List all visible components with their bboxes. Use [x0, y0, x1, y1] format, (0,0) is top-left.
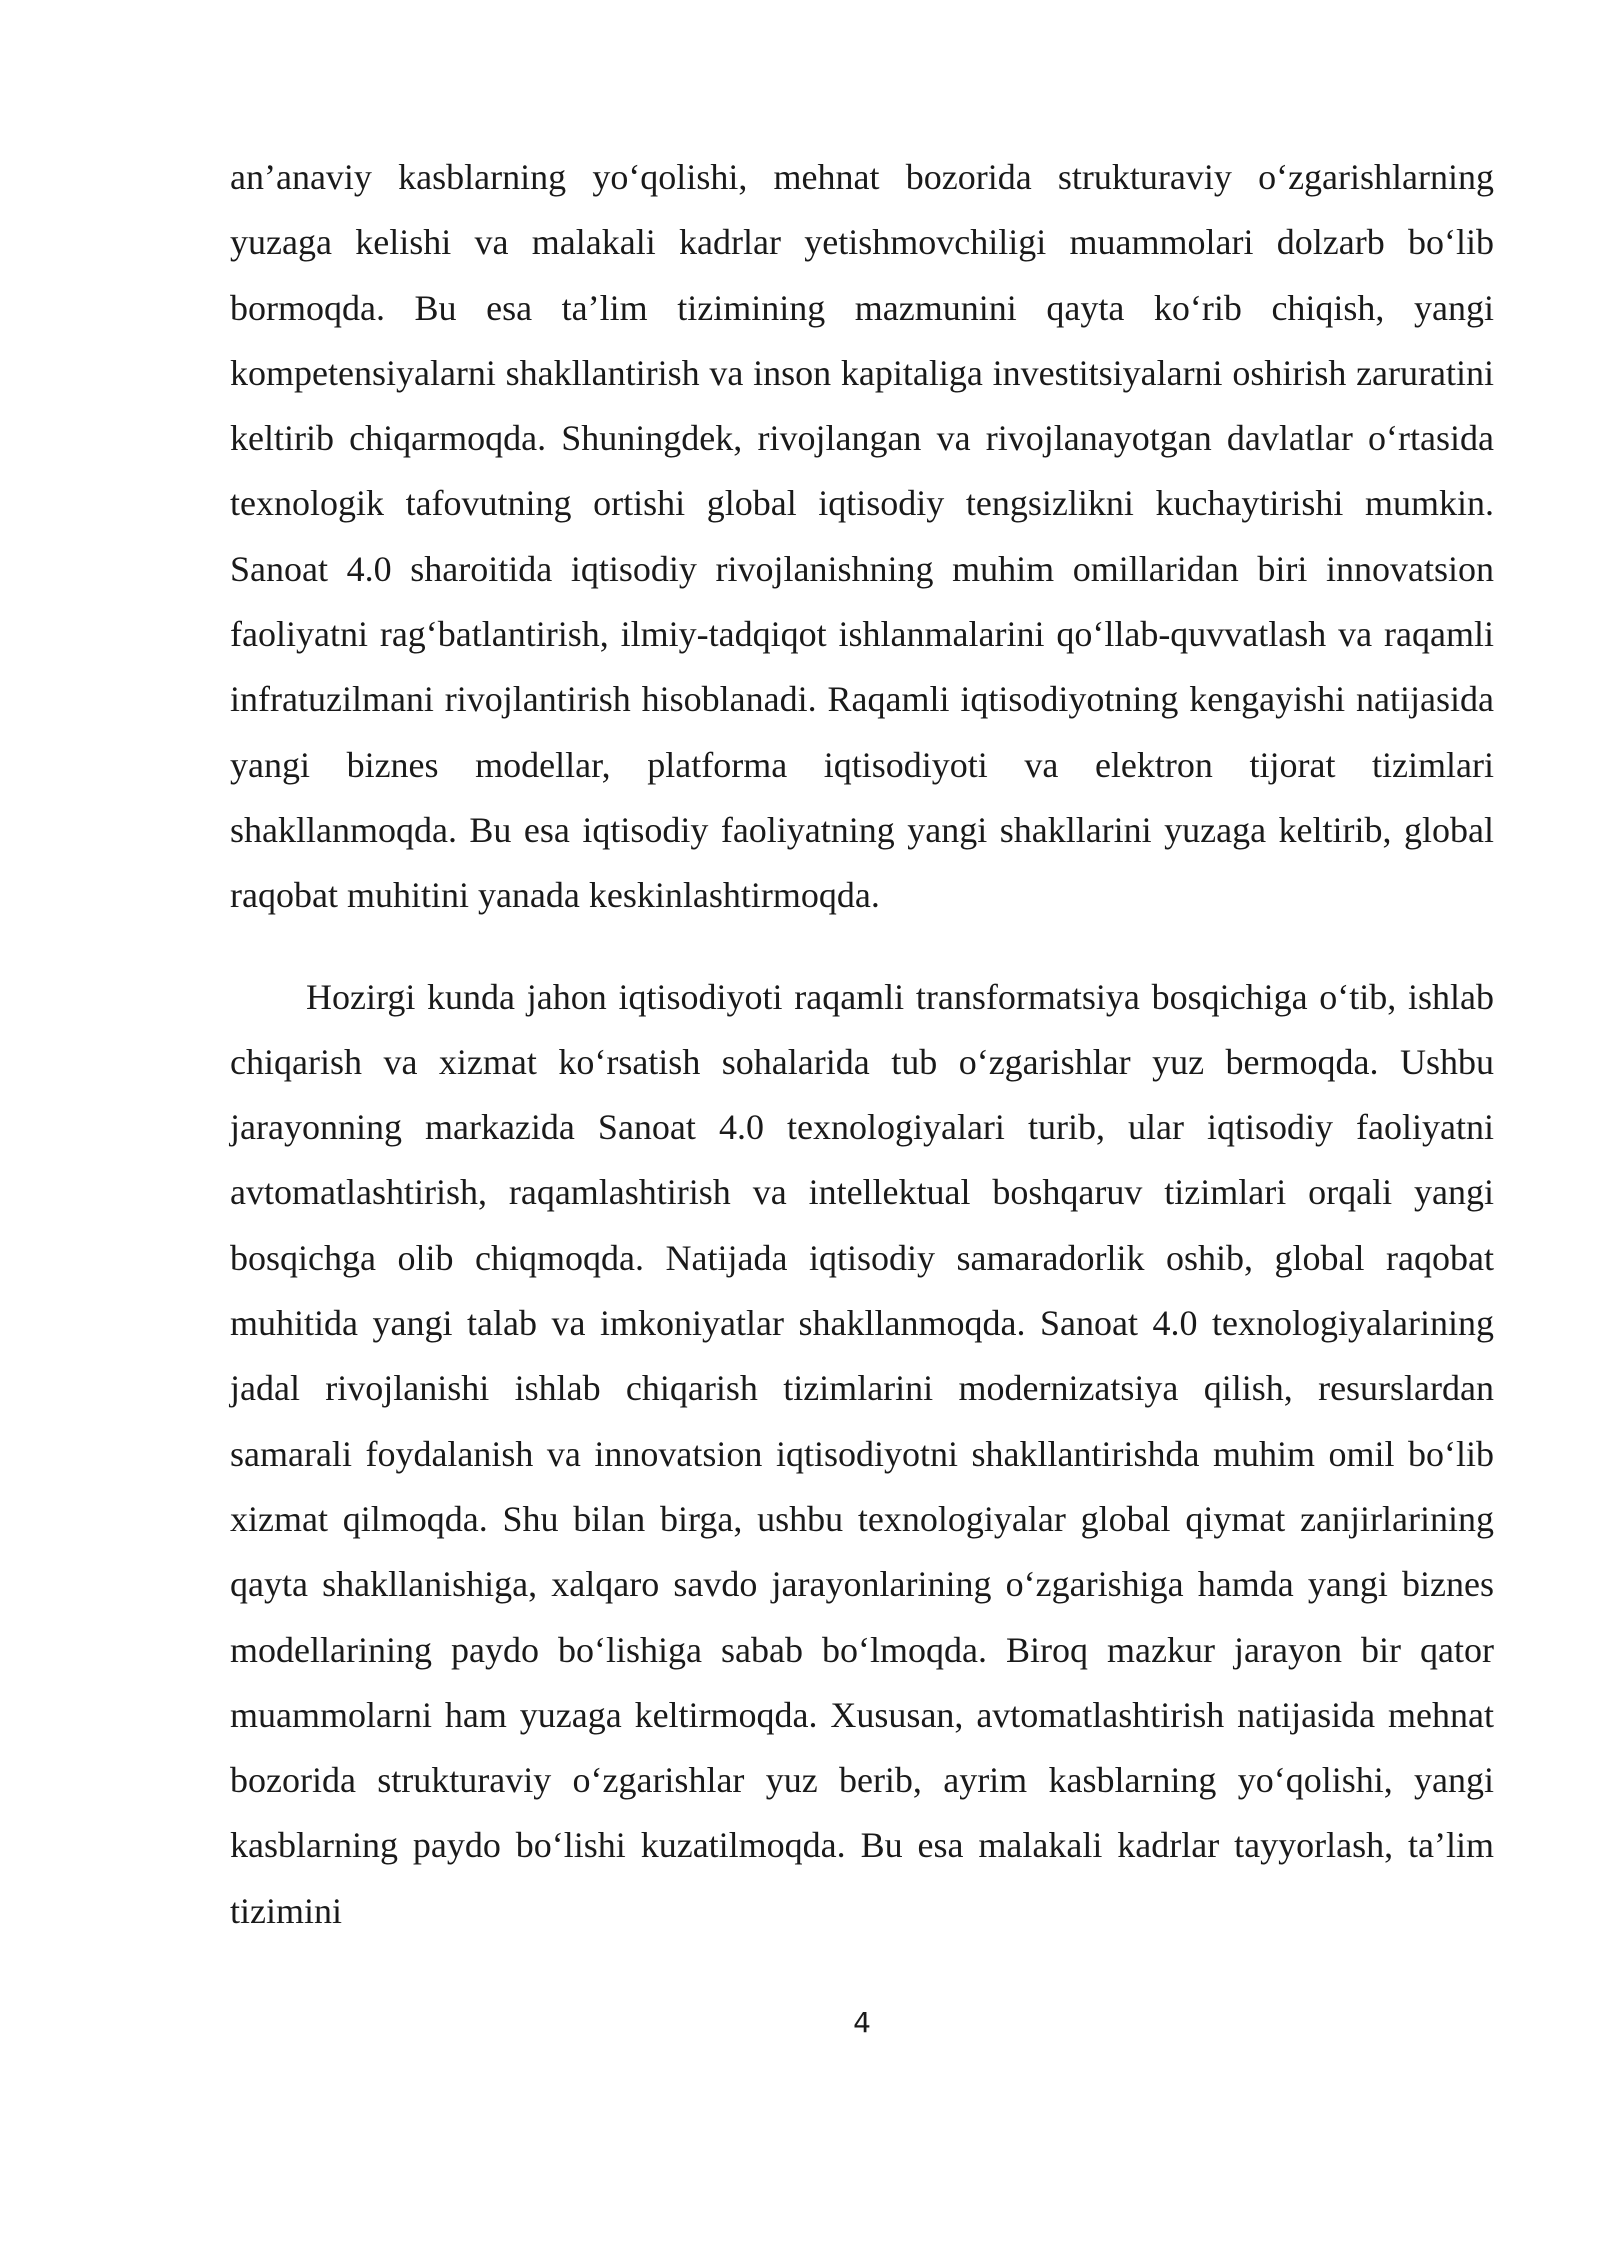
- page-number: 4: [853, 2006, 871, 2039]
- body-text: [230, 145, 1494, 1944]
- paragraph: Hozirgi kunda jahon iqtisodiyoti raqamli transformatsiya bosqichiga o‘tib, ishlab chiqarish va xizmat ko‘rsatish sohalarida tub o‘zgarishlar yuz bermoqda. Ushbu jarayonning markazida Sanoat 4.0 texnologiyalari turib, ular iqtisodiy faoliyatni avtomatlashtirish, raqamlashtirish va intellektual boshqaruv tizimlari orqali yangi bosqichga olib chiqmoqda. Natijada iqtisodiy samaradorlik oshib, global raqobat muhitida yangi talab va imkoniyatlar shakllanmoqda. Sanoat 4.0 texnologiyalarining jadal rivojlanishi ishlab chiqarish tizimlarini modernizatsiya qilish, resurslardan samarali foydalanish va innovatsion iqtisodiyotni shakllantirishda muhim omil bo‘lib xizmat qilmoqda. Shu bilan birga, ushbu texnologiyalar global qiymat zanjirlarining qayta shakllanishiga, xalqaro savdo jarayonlarining o‘zgarishiga hamda yangi biznes modellarining paydo bo‘lishiga sabab bo‘lmoqda. Biroq mazkur jarayon bir qator muammolarni ham yuzaga keltirmoqda. Xususan, avtomatlashtirish natijasida mehnat bozorida strukturaviy o‘zgarishlar yuz berib, ayrim kasblarning yo‘qolishi, yangi kasblarning paydo bo‘lishi kuzatilmoqda. Bu esa malakali kadrlar tayyorlash, ta’lim tizimini: [230, 976, 1494, 1931]
- paragraph-continued: an’anaviy kasblarning yo‘qolishi, mehnat bozorida strukturaviy o‘zgarishlarning yuzaga kelishi va malakali kadrlar yetishmovchiligi muammolari dolzarb bo‘lib bormoqda. Bu esa ta’lim tizimining mazmunini qayta ko‘rib chiqish, yangi kompetensiyalarni shakllantirish va inson kapitaliga investitsiyalarni oshirish zaruratini keltirib chiqarmoqda. Shuningdek, rivojlangan va rivojlanayotgan davlatlar o‘rtasida texnologik tafovutning ortishi global iqtisodiy tengsizlikni kuchaytirishi mumkin. Sanoat 4.0 sharoitida iqtisodiy rivojlanishning muhim omillaridan biri innovatsion faoliyatni rag‘batlantirish, ilmiy-tadqiqot ishlanmalarini qo‘llab-quvvatlash va raqamli infratuzilmani rivojlantirish hisoblanadi. Raqamli iqtisodiyotning kengayishi natijasida yangi biznes modellar, platforma iqtisodiyoti va elektron tijorat tizimlari shakllanmoqda. Bu esa iqtisodiy faoliyatning yangi shakllarini yuzaga keltirib, global raqobat muhitini yanada keskinlashtirmoqda.: [230, 157, 1494, 916]
